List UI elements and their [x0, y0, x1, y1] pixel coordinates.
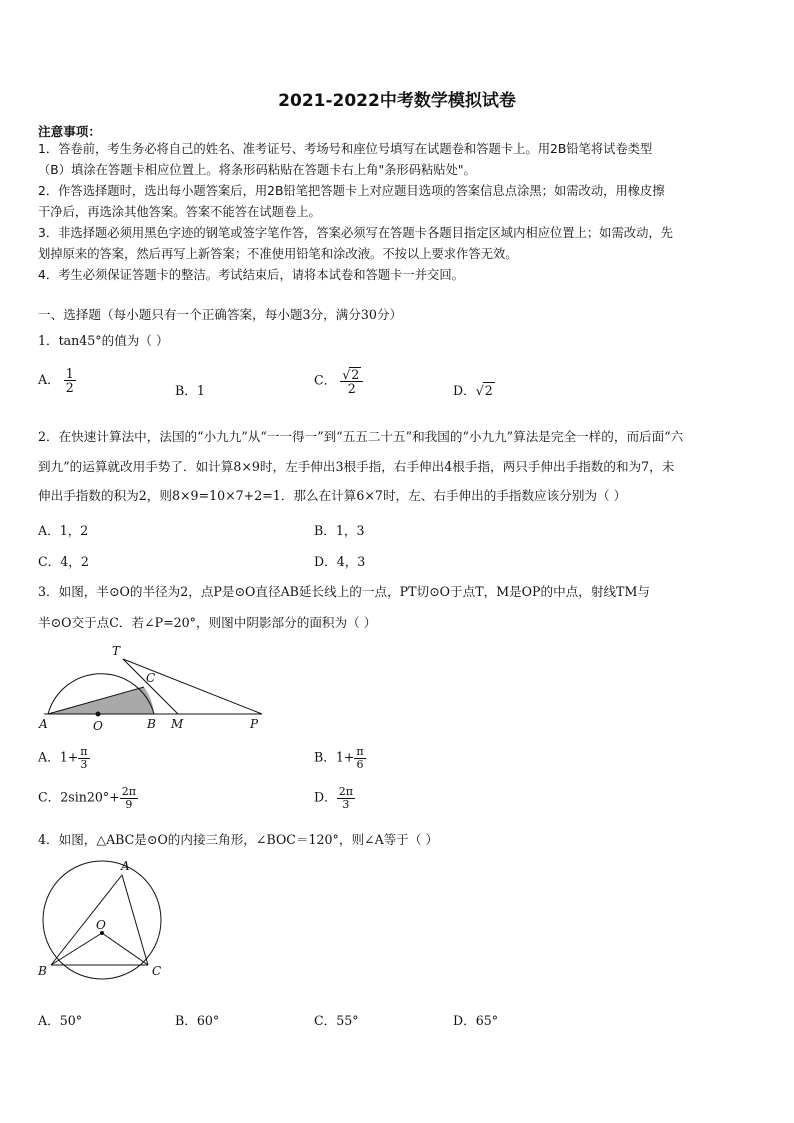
fraction-denominator: 2	[65, 380, 74, 396]
center-dot	[96, 712, 101, 717]
q3-option-c-label: C．2sin20°+	[38, 789, 120, 805]
q3-option-d-fraction	[337, 786, 355, 810]
segment-oc	[102, 933, 148, 965]
fraction-denominator: 3	[342, 797, 350, 811]
label-O: O	[93, 719, 103, 733]
label-M: M	[171, 717, 184, 731]
segment-ob	[51, 933, 102, 965]
radicand: 2	[484, 383, 493, 398]
notice-line: 划掉原来的答案，然后再写上新答案；不准使用铅笔和涂改液。不按以上要求作答无效。	[38, 247, 518, 261]
q2-option-a[interactable]: A．1，2	[38, 523, 89, 538]
q1-option-a-fraction	[64, 367, 76, 394]
q4-option-b[interactable]: B．60°	[175, 1013, 220, 1028]
q3-option-a-fraction	[78, 746, 89, 770]
q2-option-d[interactable]: D．4，3	[314, 554, 366, 569]
q3-option-c[interactable]	[38, 786, 138, 810]
q2-option-b[interactable]: B．1，3	[314, 523, 365, 538]
q3-semicircle-figure	[30, 640, 280, 735]
fraction-denominator: 6	[356, 757, 364, 771]
q2-option-c[interactable]: C．4，2	[38, 554, 89, 569]
fraction-numerator: 2π	[338, 785, 353, 798]
q3-option-b[interactable]	[314, 746, 366, 770]
label-A: A	[121, 859, 130, 873]
fraction-numerator: π	[356, 745, 364, 758]
question-3-line: 3．如图，半⊙O的半径为2，点P是⊙O直径AB延长线上的一点，PT切⊙O于点T，M是OP的中点，射线TM与	[38, 584, 650, 599]
q3-option-c-fraction	[120, 786, 138, 810]
label-B: B	[147, 717, 156, 731]
label-A: A	[39, 717, 48, 731]
question-3-line: 半⊙O交于点C．若∠P=20°，则图中阴影部分的面积为（ ）	[38, 615, 377, 630]
q4-option-c[interactable]: C．55°	[314, 1013, 359, 1028]
q3-option-a[interactable]	[38, 746, 90, 770]
fraction-numerator: 2π	[121, 785, 136, 798]
q3-option-b-label: B．1+	[314, 749, 355, 765]
fraction-denominator: 9	[125, 797, 133, 811]
label-C: C	[146, 671, 156, 685]
q1-option-d-label: D．	[453, 383, 476, 398]
q3-option-a-label: A．1+	[38, 749, 79, 765]
notice-line: （B）填涂在答题卡相应位置上。将条形码粘贴在答题卡右上角"条形码粘贴处"。	[38, 163, 476, 177]
label-P: P	[250, 717, 259, 731]
question-1-stem: 1．tan45°的值为（ ）	[38, 333, 169, 348]
notice-heading: 注意事项：	[38, 124, 101, 139]
label-B: B	[38, 964, 47, 978]
q1-option-a[interactable]	[38, 367, 76, 394]
q1-option-c-label: C．	[314, 372, 337, 388]
section-heading: 一、选择题（每小题只有一个正确答案，每小题3分，满分30分）	[38, 307, 403, 322]
question-2-line: 伸出手指数的积为2，则8×9=10×7+2=1．那么在计算6×7时，左、右手伸出的手指数应该分别为（ ）	[38, 488, 627, 503]
label-O: O	[96, 918, 106, 932]
q3-option-b-fraction	[354, 746, 365, 770]
fraction-denominator: 3	[80, 757, 88, 771]
notice-line: 2．作答选择题时，选出每小题答案后，用2B铅笔把答题卡上对应题目选项的答案信息点涂黑；如需改动，用橡皮擦	[38, 184, 665, 198]
fraction-numerator: 1	[65, 366, 74, 381]
q4-option-d[interactable]: D．65°	[453, 1013, 499, 1028]
notice-line: 干净后，再选涂其他答案。答案不能答在试题卷上。	[38, 205, 321, 219]
q3-option-d[interactable]	[314, 786, 355, 810]
q4-option-a[interactable]: A．50°	[38, 1013, 83, 1028]
notice-line: 1．答卷前，考生务必将自己的姓名、准考证号、考场号和座位号填写在试题卷和答题卡上。用2B铅笔将试卷类型	[38, 142, 653, 156]
notice-line: 3．非选择题必须用黑色字迹的钢笔或签字笔作答，答案必须写在答题卡各题目指定区域内相应位置上；如需改动，先	[38, 226, 673, 240]
side-ab	[51, 875, 122, 965]
page-title: 2021-2022中考数学模拟试卷	[278, 91, 516, 111]
side-ac	[122, 875, 148, 965]
notice-line: 4．考生必须保证答题卡的整洁。考试结束后，请将本试卷和答题卡一并交回。	[38, 268, 464, 282]
q1-option-b[interactable]: B．1	[175, 383, 205, 398]
q3-option-d-label: D．	[314, 789, 337, 805]
question-2-line: 到九”的运算就改用手势了．如计算8×9时，左手伸出3根手指，右手伸出4根手指，两只手伸出手指数的和为7，未	[38, 459, 675, 474]
q1-option-c-fraction	[340, 367, 363, 395]
question-4-stem: 4．如图，△ABC是⊙O的内接三角形，∠BOC＝120°，则∠A等于（ ）	[38, 832, 439, 847]
fraction-numerator: π	[80, 745, 88, 758]
label-T: T	[112, 644, 121, 658]
label-C: C	[152, 964, 162, 978]
fraction-numerator: √2	[340, 367, 363, 382]
q1-option-d[interactable]: D．√2	[453, 383, 493, 398]
radicand: 2	[351, 367, 360, 382]
question-2-line: 2．在快速计算法中，法国的“小九九”从“一一得一”到“五五二十五”和我国的“小九九”算法是完全一样的，而后面“六	[38, 429, 684, 444]
fraction-denominator: 2	[347, 381, 356, 397]
q1-option-c[interactable]	[314, 367, 363, 395]
q1-option-a-label: A．	[38, 372, 60, 388]
q4-circle-figure	[30, 855, 175, 985]
